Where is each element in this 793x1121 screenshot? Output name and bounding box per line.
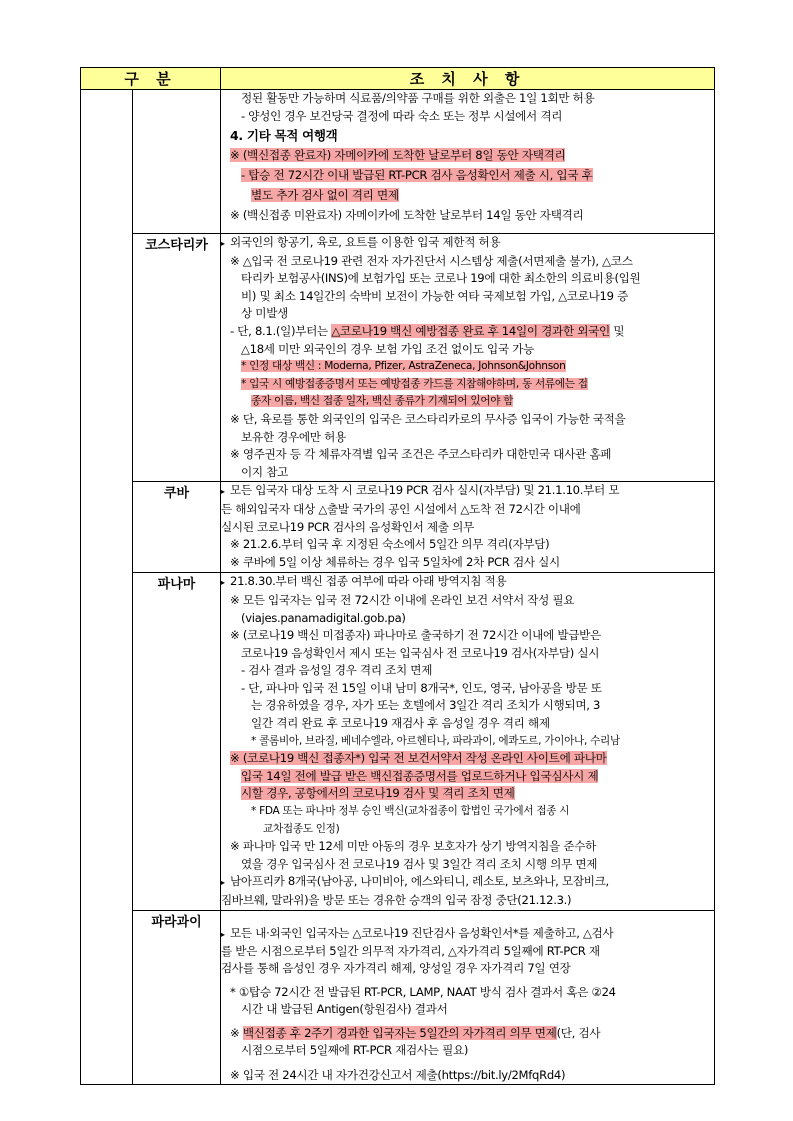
panama-content: ▸ 21.8.30.부터 백신 접종 여부에 따라 아래 방역지침 적용 ※ 모든 입국자는 입국 전 72시간 이내에 온라인 보건 서약서 작성 필요 (viajes.panamadigital.gob.pa) ※ (코로나19 백신 미접종자) 파나마로 출국하기 전 72시간 이내에 발급받은 코로나19 음성확인서 제시 또는 입국심사 전 코로나19 검사(자부담) 실시 - 검사 결과 음성일 경우 격리 조치 면제 - 단, 파나마 입국 전 15일 이내 남미 8개국*, 인도, 영국, 남아공을 방문 또 는 경유하였을 경우, 자가 또는 호텔에서 3일간 격리 조치가 시행되며, 3 일간 격리 완료 후 코로나19 재검사 후 음성일 경우 격리 해제 * 콜롬비아, 브라질, 베네수엘라, 아르헨티나, 파라과이, 에콰도르, 가이아나, 수리남 ※ (코로나19 백신 접종자*) 입국 전 보건서약서 작성 온라인 사이트에 파나마 입국 14일 전에 발급 받은 백신접종증명서를 업로드하거나 입국심사시 제 시할 경우, 공항에서의 코로나19 검사 및 격리 조치 면제 * FDA 또는 파나마 정부 승인 백신(교차접종이 합법인 국가에서 접종 시 교차접종도 인정) ※ 파나마 입국 만 12세 미만 아동의 경우 보호자가 상기 방역지침을 준수하 였을 경우 입국심사 전 코로나19 검사 및 3일간 격리 조치 시행 의무 면제 ▸ 남아프리카 8개국(남아공, 나미비아, 에스와티니, 레소토, 보츠와나, 모잠비크, 짐바브웨, 말라위)을 방문 또는 경유한 승객의 입국 잠정 중단(21.12.3.): [221, 573, 715, 910]
cuba-content: ▸ 모든 입국자 대상 도착 시 코로나19 PCR 검사 실시(자부담) 및 21.1.10.부터 모 든 해외입국자 대상 △출발 국가의 공인 시설에서 △도착 전 72시간 이내에 실시된 코로나19 PCR 검사의 음성확인서 제출 의무 ※ 21.2.6.부터 입국 후 지정된 숙소에서 5일간 의무 격리(자부담) ※ 쿠바에 5일 이상 체류하는 경우 입국 5일차에 2차 PCR 검사 실시: [221, 482, 715, 573]
measures-table: [80, 67, 715, 1085]
triangle-bullet-icon: ▸: [221, 578, 225, 588]
country-panama: 파나마: [133, 573, 221, 910]
country-paraguay: 파라과이: [133, 910, 221, 1084]
country-cell-empty: [133, 90, 221, 234]
header-measures: 조 치 사 항: [221, 68, 715, 90]
triangle-bullet-icon: ▸: [221, 929, 225, 939]
paraguay-content: ▸ 모든 내·외국인 입국자는 △코로나19 진단검사 음성확인서*를 제출하고, △검사 를 받은 시점으로부터 5일간 의무적 자가격리, △자가격리 5일째에 RT-PCR 재 검사를 통해 음성인 경우 자가격리 해제, 양성일 경우 자가격리 7일 연장 * ①탑승 72시간 전 발급된 RT-PCR, LAMP, NAAT 방식 검사 결과서 혹은 ②24 시간 내 발급된 Antigen(항원검사) 결과서 ※ 백신접종 후 2주기 경과한 입국자는 5일간의 자가격리 의무 면제(단, 검사 시점으로부터 5일째에 RT-PCR 재검사는 필요) ※ 입국 전 24시간 내 자가건강신고서 제출(https://bit.ly/2MfqRd4): [221, 910, 715, 1084]
triangle-bullet-icon: ▸: [221, 239, 225, 248]
country-costa-rica: 코스타리카: [133, 234, 221, 482]
jamaica-content: 정된 활동만 가능하며 식료품/의약품 구매를 위한 외출은 1일 1회만 허용 - 양성인 경우 보건당국 결정에 따라 숙소 또는 정부 시설에서 격리 4. 기타 목적 여행객 ※ (백신접종 완료자) 자메이카에 도착한 날로부터 8일 동안 자택격리 - 탑승 전 72시간 이내 발급된 RT-PCR 검사 음성확인서 제출 시, 입국 후 별도 추가 검사 없이 격리 면제 ※ (백신접종 미완료자) 자메이카에 도착한 날로부터 14일 동안 자택격리: [221, 90, 715, 234]
triangle-bullet-icon: ▸: [221, 878, 225, 888]
triangle-bullet-icon: ▸: [221, 487, 225, 497]
country-cuba: 쿠바: [133, 482, 221, 573]
costa-rica-content: ▸ 외국인의 항공기, 육로, 요트를 이용한 입국 제한적 허용 ※ △입국 전 코로나19 관련 전자 자가진단서 시스템상 제출(서면제출 불가), △코스 타리카 보험공사(INS)에 보험가입 또는 코로나 19에 대한 최소한의 의료비용(입원 비) 및 최소 14일간의 숙박비 보전이 가능한 여타 국제보험 가입, △코로나19 증 상 미발생 - 단, 8.1.(일)부터는 △코로나19 백신 예방접종 완료 후 14일이 경과한 외국인 및 △18세 미만 외국인의 경우 보험 가입 조건 없이도 입국 가능 * 인정 대상 백신 : Moderna, Pfizer, AstraZeneca, Johnson&Johnson * 입국 시 예방접종증명서 또는 예방접종 카드를 지참해야하며, 동 서류에는 접 종자 이름, 백신 접종 일자, 백신 종류가 기재되어 있어야 함 ※ 단, 육로를 통한 외국인의 입국은 코스타리카로의 무사증 입국이 가능한 국적을 보유한 경우에만 허용 ※ 영주권자 등 각 체류자격별 입국 조건은 주코스타리카 대한민국 대사관 홈페 이지 참고: [221, 234, 715, 482]
region-cell: [81, 90, 133, 1085]
header-category: 구 분: [81, 68, 221, 90]
